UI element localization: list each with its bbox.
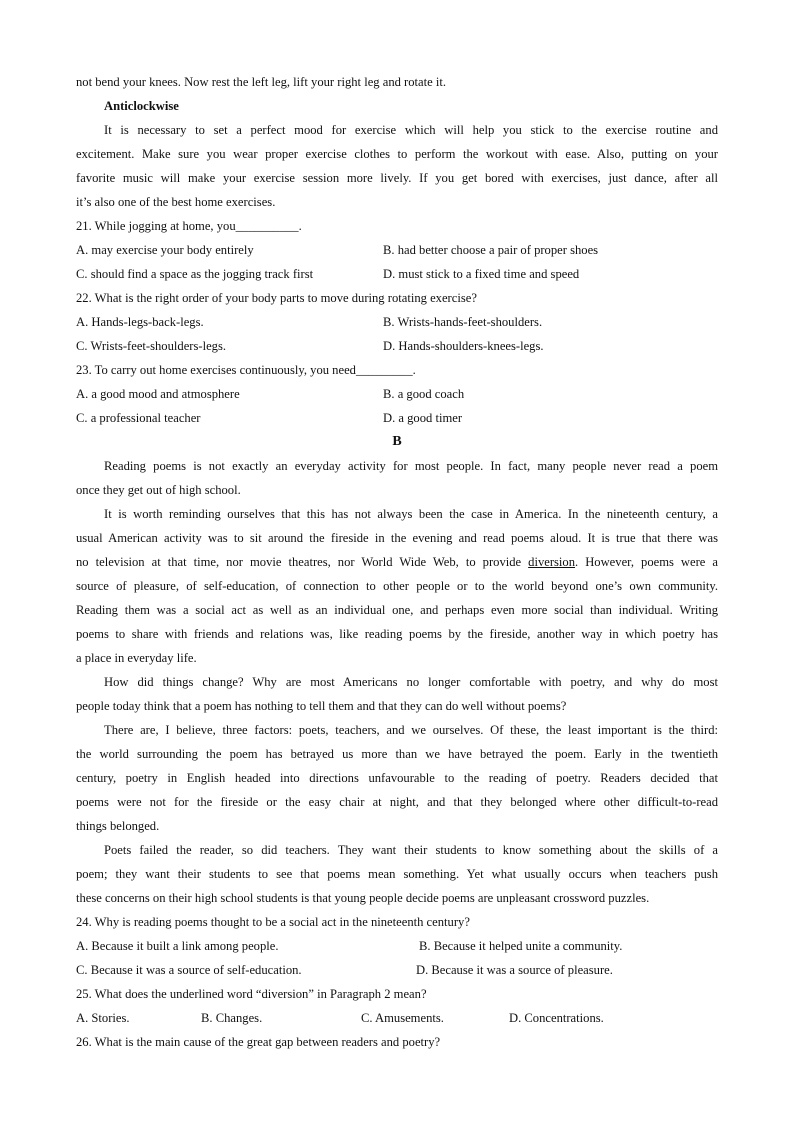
option-24-c[interactable]: C. Because it was a source of self-education. — [76, 963, 302, 977]
option-21-c[interactable]: C. should find a space as the jogging track first — [76, 267, 314, 281]
passage-b-p2-line: Reading them was a social act as well as an individual one, and perhaps even more social than individual. Writing — [76, 603, 718, 617]
passage-b-p2-line: source of pleasure, of self-education, of connection to other people or to the world beyond one’s own community. — [76, 579, 718, 593]
passage-b-p1-line: once they get out of high school. — [76, 483, 241, 497]
option-22-c[interactable]: C. Wrists-feet-shoulders-legs. — [76, 339, 227, 353]
p2-line3-pre: no television at that time, nor movie theatres, nor World Wide Web, to provide — [76, 555, 529, 569]
question-24-options-row — [76, 958, 718, 982]
underlined-word-diversion: diversion — [528, 555, 576, 569]
passage-a-para-line: It is necessary to set a perfect mood for exercise which will help you stick to the exercise routine and — [104, 123, 718, 137]
option-25-d[interactable]: D. Concentrations. — [509, 1011, 604, 1025]
question-26-stem: 26. What is the main cause of the great gap between readers and poetry? — [76, 1035, 441, 1049]
option-25-c[interactable]: C. Amusements. — [361, 1011, 444, 1025]
passage-b-p2-line: poems to share with friends and relations was, like reading poems by the fireside, another way in which poetry has — [76, 627, 718, 641]
option-22-a[interactable]: A. Hands-legs-back-legs. — [76, 315, 204, 329]
option-23-c[interactable]: C. a professional teacher — [76, 411, 201, 425]
passage-b-p4-line: things belonged. — [76, 819, 160, 833]
passage-b-p5-line: these concerns on their high school students is that young people decide poems are unpleasant crossword puzzles. — [76, 891, 650, 905]
option-21-d[interactable]: D. must stick to a fixed time and speed — [383, 267, 580, 281]
option-22-b[interactable]: B. Wrists-hands-feet-shoulders. — [383, 315, 543, 329]
option-23-b[interactable]: B. a good coach — [383, 387, 465, 401]
passage-b-p4-line: poems were not for the fireside or the easy chair at night, and that they belonged where other difficult-to-read — [76, 795, 718, 809]
exam-page — [76, 70, 718, 1054]
anticlockwise-heading: Anticlockwise — [104, 99, 179, 113]
passage-b-p4-line: century, poetry in English headed into directions unfavourable to the reading of poetry. Readers decided that — [76, 771, 718, 785]
question-23-options-row — [76, 382, 718, 406]
question-23-stem: 23. To carry out home exercises continuously, you need_________. — [76, 363, 416, 377]
question-22-stem: 22. What is the right order of your body parts to move during rotating exercise? — [76, 291, 477, 305]
option-22-d[interactable]: D. Hands-shoulders-knees-legs. — [383, 339, 544, 353]
p2-line3-post: . However, poems were a — [575, 555, 718, 569]
question-24-stem: 24. Why is reading poems thought to be a social act in the nineteenth century? — [76, 915, 470, 929]
passage-b-p4-line: the world surrounding the poem has betrayed us more than we have betrayed the poem. Early in the twentieth — [76, 747, 718, 761]
option-25-a[interactable]: A. Stories. — [76, 1011, 130, 1025]
passage-b-p4-line: There are, I believe, three factors: poets, teachers, and we ourselves. Of these, the least important is the third: — [104, 723, 718, 737]
passage-b-p2-line: a place in everyday life. — [76, 651, 197, 665]
question-25-options-row — [76, 1006, 718, 1030]
question-23-options-row — [76, 406, 718, 430]
passage-b-p2-line: It is worth reminding ourselves that this has not always been the case in America. In the nineteenth century, a — [104, 507, 718, 521]
passage-a-para-line: excitement. Make sure you wear proper exercise clothes to perform the workout with ease. Also, putting on your — [76, 147, 718, 161]
question-21-options-row — [76, 238, 718, 262]
passage-b-p3-line: How did things change? Why are most Americans no longer comfortable with poetry, and why do most — [104, 675, 718, 689]
question-22-options-row — [76, 334, 718, 358]
question-25-stem: 25. What does the underlined word “diversion” in Paragraph 2 mean? — [76, 987, 427, 1001]
question-22-options-row — [76, 310, 718, 334]
option-21-a[interactable]: A. may exercise your body entirely — [76, 243, 254, 257]
passage-b-p1-line: Reading poems is not exactly an everyday activity for most people. In fact, many people never read a poem — [104, 459, 718, 473]
option-25-b[interactable]: B. Changes. — [201, 1011, 263, 1025]
question-21-options-row — [76, 262, 718, 286]
passage-b-p5-line: Poets failed the reader, so did teachers. They want their students to know something about the skills of a — [104, 843, 718, 857]
question-24-options-row — [76, 934, 718, 958]
passage-a-continuation: not bend your knees. Now rest the left leg, lift your right leg and rotate it. — [76, 75, 447, 89]
passage-a-para-line: favorite music will make your exercise session more lively. If you get bored with exercises, just dance, after all — [76, 171, 718, 185]
passage-b-p5-line: poem; they want their students to see that poems mean something. Yet what usually occurs when teachers push — [76, 867, 718, 881]
option-24-b[interactable]: B. Because it helped unite a community. — [419, 939, 623, 953]
option-24-d[interactable]: D. Because it was a source of pleasure. — [416, 963, 613, 977]
option-23-d[interactable]: D. a good timer — [383, 411, 463, 425]
passage-b-p2-line-with-underline — [76, 550, 718, 574]
option-24-a[interactable]: A. Because it built a link among people. — [76, 939, 279, 953]
passage-a-para-line: it’s also one of the best home exercises. — [76, 195, 276, 209]
question-21-stem: 21. While jogging at home, you__________. — [76, 219, 302, 233]
passage-b-p3-line: people today think that a poem has nothing to tell them and that they can do well without poems? — [76, 699, 567, 713]
option-23-a[interactable]: A. a good mood and atmosphere — [76, 387, 240, 401]
section-b-title: B — [392, 434, 402, 449]
passage-b-p2-line: usual American activity was to sit around the fireside in the evening and read poems aloud. It is true that there was — [76, 531, 718, 545]
option-21-b[interactable]: B. had better choose a pair of proper shoes — [383, 243, 599, 257]
